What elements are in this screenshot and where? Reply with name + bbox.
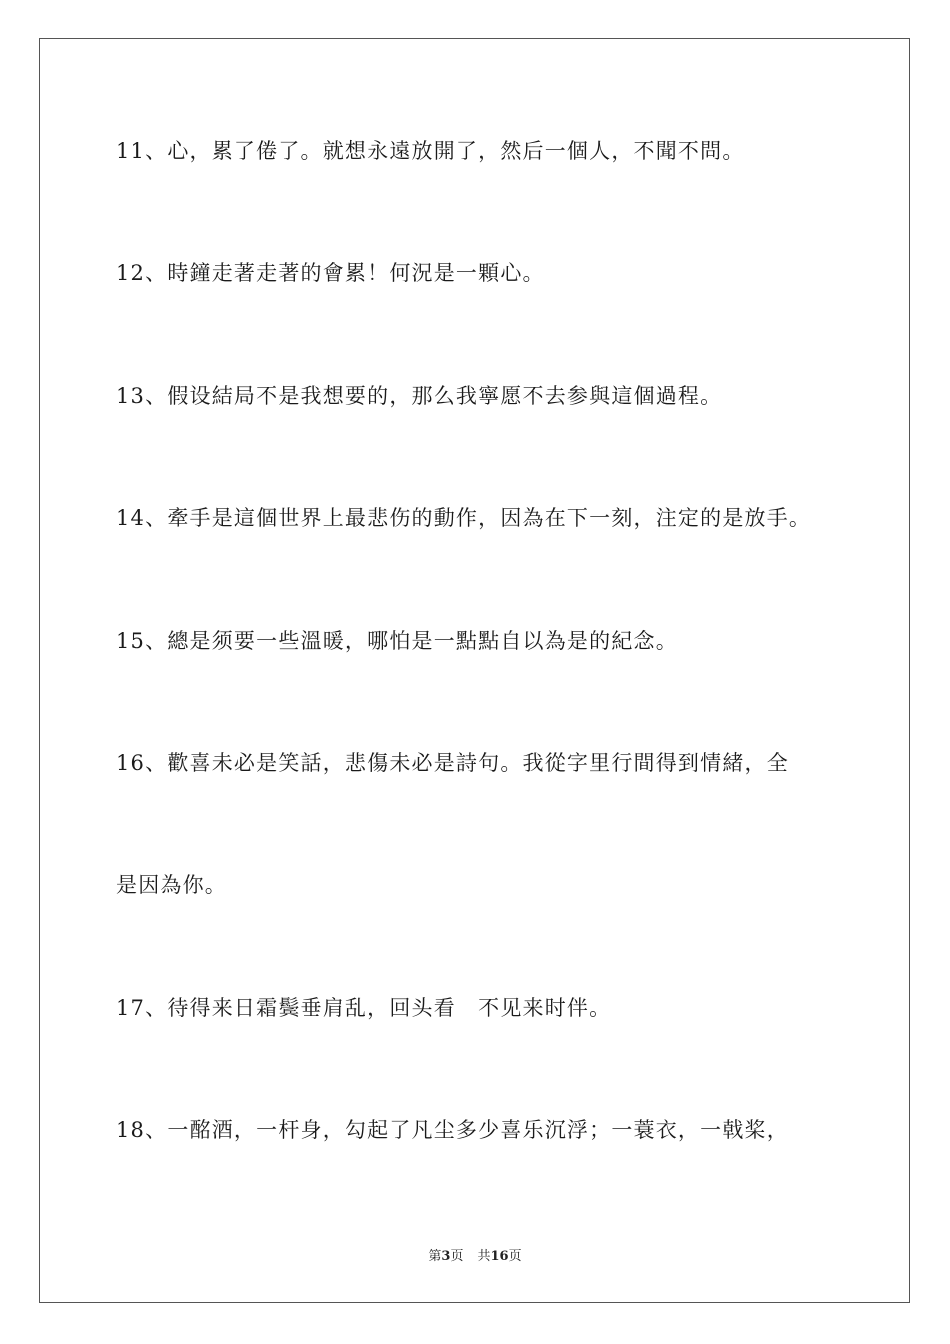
page-number: 3 xyxy=(441,1249,451,1264)
text-line-12: 12、時鐘走著走著的會累！何況是一顆心。 xyxy=(116,261,545,285)
text-line-15: 15、總是须要一些溫暖，哪怕是一點點自以為是的紀念。 xyxy=(116,629,678,653)
text-line-11: 11、心，累了倦了。就想永遠放開了，然后一個人，不聞不問。 xyxy=(116,139,745,163)
page-border xyxy=(39,38,910,1303)
page-suffix: 页 xyxy=(450,1249,464,1264)
page-prefix: 第 xyxy=(428,1249,442,1264)
total-suffix: 页 xyxy=(508,1249,522,1264)
total-pages: 16 xyxy=(490,1249,509,1264)
text-line-14: 14、牽手是這個世界上最悲伤的動作，因為在下一刻，注定的是放手。 xyxy=(116,506,812,530)
text-line-13: 13、假设結局不是我想要的，那么我寧愿不去参與這個過程。 xyxy=(116,384,723,408)
text-line-18: 18、一酩酒，一杆身，勾起了凡尘多少喜乐沉浮；一蓑衣，一戟桨， xyxy=(116,1118,789,1142)
text-line-16-continued: 是因為你。 xyxy=(116,873,227,897)
total-prefix: 共 xyxy=(477,1249,491,1264)
text-line-17: 17、待得来日霜鬓垂肩乱，回头看 不见来时伴。 xyxy=(116,996,612,1020)
page-footer xyxy=(0,1247,950,1267)
text-line-16: 16、歡喜未必是笑話，悲傷未必是詩句。我從字里行間得到情緒，全 xyxy=(116,751,789,775)
